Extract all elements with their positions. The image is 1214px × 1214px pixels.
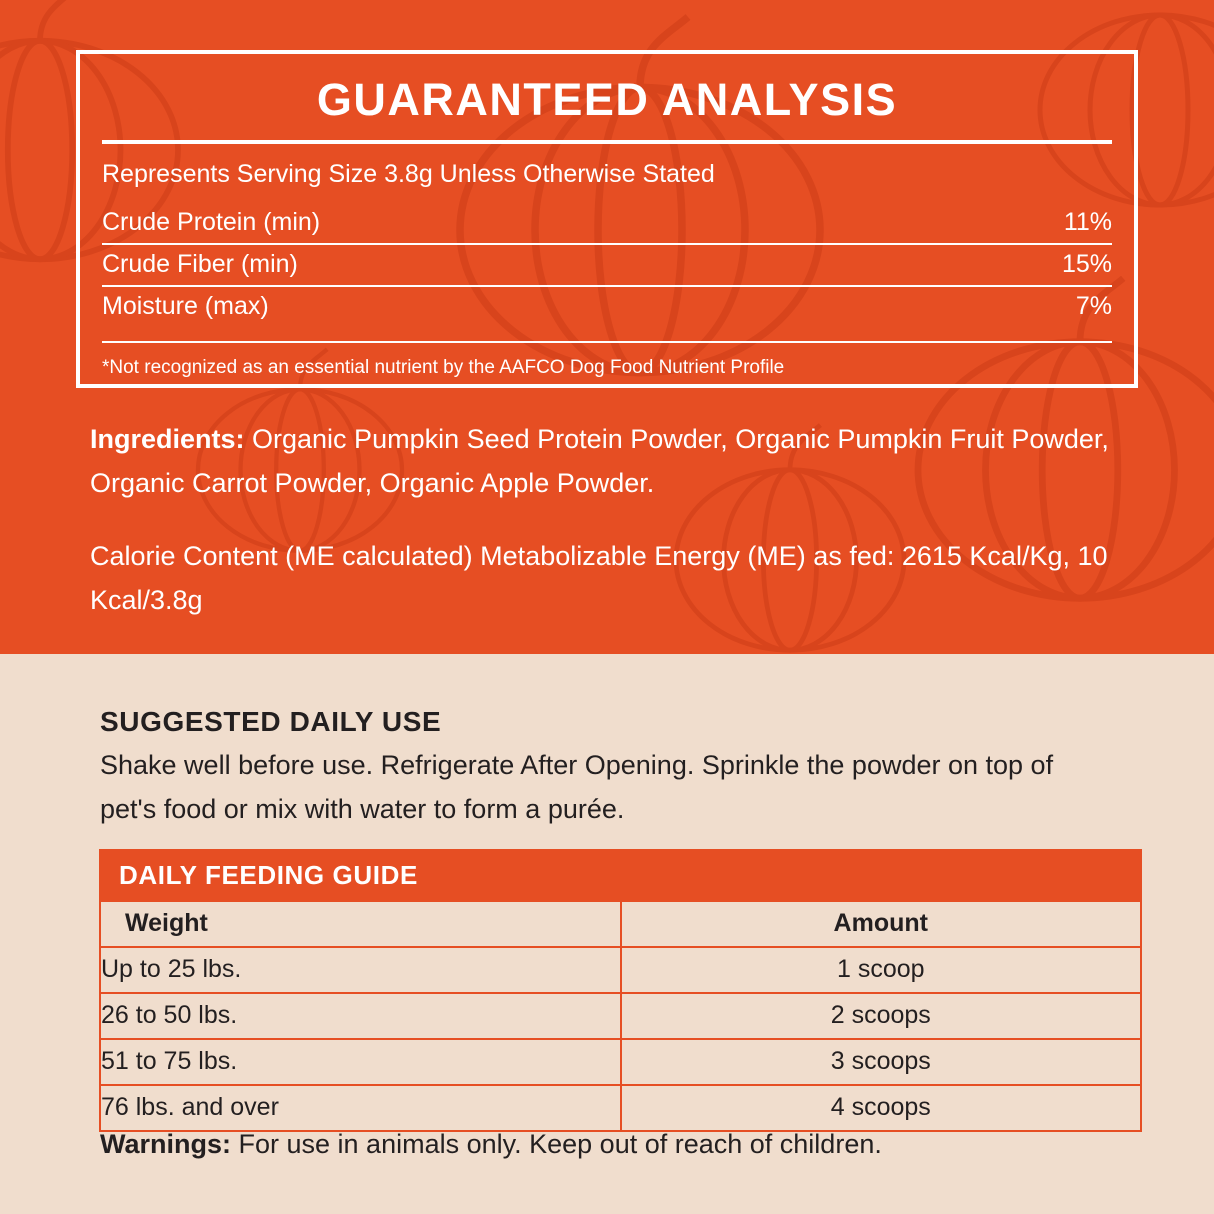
table-row (100, 1085, 1141, 1131)
ingredients-label: Ingredients: (90, 424, 245, 454)
nutrient-rows (102, 203, 1112, 327)
column-header-amount: Amount (621, 901, 1142, 947)
aafco-footnote: *Not recognized as an essential nutrient by the AAFCO Dog Food Nutrient Profile (102, 357, 785, 378)
warnings-text: For use in animals only. Keep out of reach of children. (231, 1129, 882, 1159)
suggested-daily-use-text: Shake well before use. Refrigerate After Opening. Sprinkle the powder on top of pet's food or mix with water to form a purée. (100, 750, 1054, 824)
daily-feeding-guide-table (99, 849, 1142, 1132)
nutrient-value: 11% (1063, 208, 1112, 236)
warnings-label: Warnings: (100, 1129, 231, 1159)
table-column-headers (100, 901, 1141, 947)
nutrient-value: 7% (1075, 292, 1112, 320)
ingredients-paragraph (90, 418, 1120, 505)
nutrient-label: Crude Protein (min) (102, 208, 321, 236)
serving-size-note: Represents Serving Size 3.8g Unless Otherwise Stated (102, 160, 715, 188)
cell-weight: 76 lbs. and over (100, 1085, 621, 1131)
column-header-weight: Weight (100, 901, 621, 947)
feeding-guide-header (100, 850, 1141, 901)
nutrient-row (102, 245, 1112, 287)
nutrient-row (102, 287, 1112, 327)
suggested-daily-use-title: SUGGESTED DAILY USE (100, 706, 442, 737)
cell-amount: 2 scoops (621, 993, 1142, 1039)
ingredients-text: Organic Pumpkin Seed Protein Powder, Organic Pumpkin Fruit Powder, Organic Carrot Powder, Organic Apple Powder. (90, 424, 1109, 498)
cell-weight: 51 to 75 lbs. (100, 1039, 621, 1085)
title-divider (102, 140, 1112, 144)
table-row (100, 993, 1141, 1039)
cell-amount: 4 scoops (621, 1085, 1142, 1131)
guaranteed-analysis-title: GUARANTEED ANALYSIS (316, 74, 898, 125)
suggested-use-panel (0, 654, 1214, 1214)
cell-amount: 3 scoops (621, 1039, 1142, 1085)
nutrient-row (102, 203, 1112, 245)
nutrient-value: 15% (1061, 250, 1112, 278)
cell-amount: 1 scoop (621, 947, 1142, 993)
nutrient-label: Moisture (max) (102, 292, 269, 320)
table-row (100, 947, 1141, 993)
warnings-paragraph (100, 1129, 882, 1160)
nutrient-label: Crude Fiber (min) (102, 250, 298, 278)
feeding-guide-title: DAILY FEEDING GUIDE (100, 850, 1141, 901)
footnote-divider (102, 341, 1112, 343)
calorie-content-paragraph: Calorie Content (ME calculated) Metabolizable Energy (ME) as fed: 2615 Kcal/Kg, 10 Kcal/3.8g (90, 541, 1108, 615)
cell-weight: Up to 25 lbs. (100, 947, 621, 993)
cell-weight: 26 to 50 lbs. (100, 993, 621, 1039)
table-row (100, 1039, 1141, 1085)
guaranteed-analysis-box (76, 50, 1138, 388)
